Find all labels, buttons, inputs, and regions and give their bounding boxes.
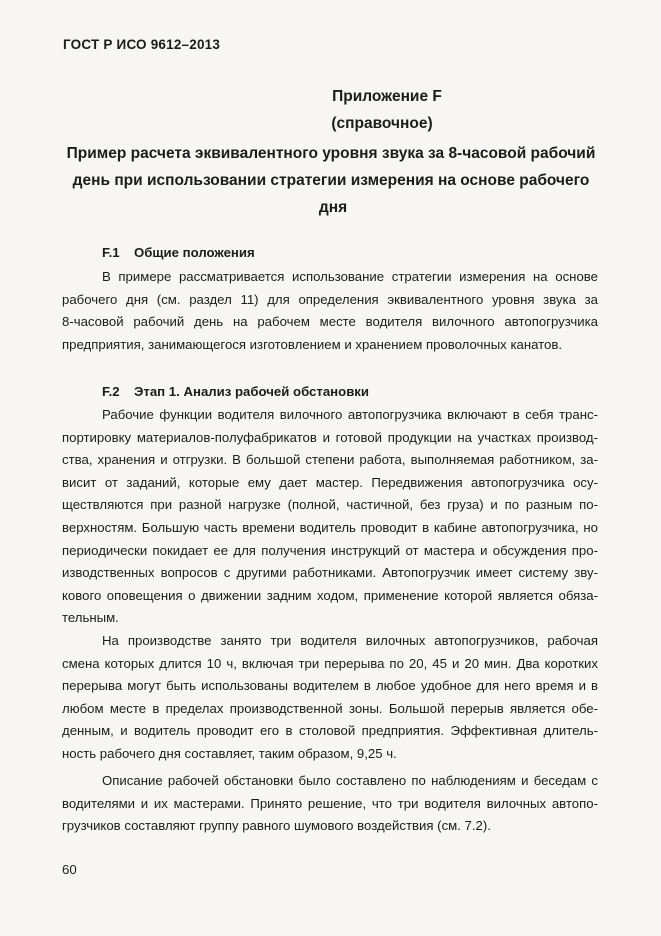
appendix-label: Приложение F bbox=[332, 88, 442, 105]
text-line: ность рабочего дня составляет, таким образом, 9,25 ч. bbox=[62, 745, 397, 761]
text-line: грузчиков составляют группу равного шумового воздействия (см. 7.2). bbox=[62, 818, 491, 834]
text-line: Описание рабочей обстановки было составлено по наблюдениям и беседам с bbox=[102, 773, 598, 788]
appendix-reference: (справочное) bbox=[331, 115, 433, 132]
text-line: Рабочие функции водителя вилочного автопогрузчика включают в себя транс- bbox=[102, 407, 598, 422]
text-line: ства, хранения и отгрузки. В большой степени работа, выполняемая работником, за- bbox=[62, 452, 598, 468]
text-line: кового оповещения о движении задним ходом, применение которой является обяза- bbox=[62, 587, 598, 603]
text-line: 8-часовой рабочий день на рабочем месте водителя вилочного автопогрузчика bbox=[62, 314, 598, 330]
text-line: рабочего дня (см. раздел 11) для определения эквивалентного уровня звука за bbox=[62, 291, 598, 307]
standard-code: ГОСТ Р ИСО 9612–2013 bbox=[63, 37, 221, 52]
section-number: F.1 bbox=[102, 245, 120, 260]
text-line: изводственных вопросов с другими работниками. Автопогрузчик имеет систему зву- bbox=[62, 565, 598, 581]
text-line: денным, и водитель проводит его в столовой предприятия. Эффективная длитель- bbox=[62, 723, 598, 739]
section-f2-paragraph-2 bbox=[62, 630, 598, 766]
section-f2-paragraph-1 bbox=[62, 404, 598, 630]
text-line: На производстве занято три водителя вилочных автопогрузчиков, рабочая bbox=[102, 633, 598, 648]
text-line: периодически покидает ее для получения инструкций от мастера и обсуждения про- bbox=[62, 542, 598, 558]
text-line: висит от заданий, которые ему дает мастер. Передвижения автопогрузчика осу- bbox=[62, 474, 598, 490]
text-line: верхностям. Большую часть времени водитель проводит в кабине автопогрузчика, но bbox=[62, 519, 598, 535]
text-line: смена которых длится 10 ч, включая три перерыва по 20, 45 и 20 мин. Два коротких bbox=[62, 655, 598, 671]
text-line: предприятия, занимающегося изготовлением и хранением проволочных канатов. bbox=[62, 336, 563, 352]
section-f1-paragraph bbox=[62, 266, 598, 356]
section-heading-text: Общие положения bbox=[134, 245, 255, 260]
section-heading-f2 bbox=[102, 384, 369, 399]
page-number: 60 bbox=[62, 862, 77, 877]
text-line: любом месте в пределах производственной зоны. Большой перерыв является обе- bbox=[62, 700, 598, 716]
text-line: В примере рассматривается использование стратегии измерения на основе bbox=[102, 269, 598, 284]
text-line: ществляются при разной нагрузке (полной, частичной, без груза) и по разным по- bbox=[62, 497, 598, 513]
section-heading-text: Этап 1. Анализ рабочей обстановки bbox=[134, 384, 370, 399]
section-f2-paragraph-3 bbox=[62, 770, 598, 838]
title-line: день при использовании стратегии измерения на основе рабочего bbox=[72, 172, 590, 189]
text-line: тельным. bbox=[62, 610, 119, 626]
title-line: дня bbox=[318, 199, 348, 216]
section-heading-f1 bbox=[102, 245, 255, 260]
text-line: портировку материалов-полуфабрикатов и готовой продукции на участках производ- bbox=[62, 429, 598, 445]
text-line: водителями и их мастерами. Принято решение, что три водителя вилочных автопо- bbox=[62, 795, 598, 811]
section-number: F.2 bbox=[102, 384, 120, 399]
title-line: Пример расчета эквивалентного уровня звука за 8-часовой рабочий bbox=[66, 145, 596, 162]
text-line: перерыва могут быть использованы водителем в любое удобное для него время и в bbox=[62, 678, 598, 694]
appendix-title bbox=[40, 140, 622, 221]
